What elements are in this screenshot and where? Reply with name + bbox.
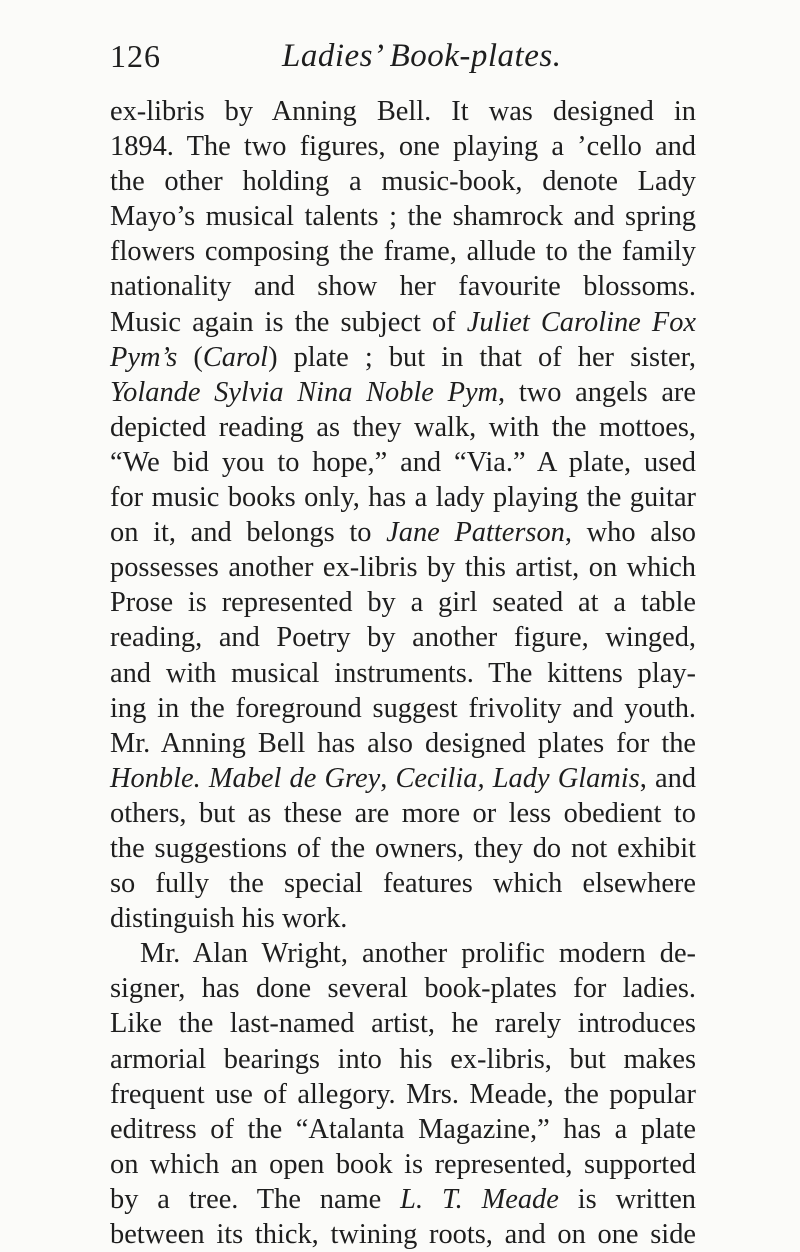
text-line xyxy=(110,796,696,831)
text-line xyxy=(110,726,696,761)
text-line xyxy=(110,1217,696,1252)
running-title: Ladies’ Book-plates. xyxy=(282,38,562,74)
text-segment: 1894. The two figures, one playing a ’cello and xyxy=(110,131,696,163)
text-segment: Mr. Alan Wright, another prolific modern de- xyxy=(140,938,696,970)
text-line xyxy=(110,480,696,515)
text-line xyxy=(110,129,696,164)
text-segment: possesses another ex-libris by this artist, on which xyxy=(110,552,696,584)
text-line xyxy=(110,1006,696,1041)
text-segment: between its thick, twining roots, and on one side xyxy=(110,1219,696,1250)
text-segment: depicted reading as they walk, with the mottoes, xyxy=(110,411,696,443)
text-line xyxy=(110,620,696,655)
text-line xyxy=(110,1042,696,1077)
text-segment: signer, has done several book-plates for ladies. xyxy=(110,973,696,1005)
text-line xyxy=(110,340,696,375)
text-segment: distinguish his work. xyxy=(110,903,348,935)
text-line xyxy=(110,1112,696,1147)
text-segment: editress of the “Atalanta Magazine,” has a plate xyxy=(110,1113,696,1145)
text-segment: and with musical instruments. The kittens play- xyxy=(110,657,696,689)
text-segment: Like the last-named artist, he rarely introduces xyxy=(110,1008,696,1040)
text-segment: flowers composing the frame, allude to the family xyxy=(110,236,696,268)
text-line xyxy=(110,94,696,129)
text-segment: ing in the foreground suggest frivolity and youth. xyxy=(110,692,696,724)
text-line xyxy=(110,164,696,199)
text-line xyxy=(110,410,696,445)
text-line xyxy=(110,866,696,901)
text-segment: , xyxy=(380,762,396,794)
text-line xyxy=(110,550,696,585)
text-line xyxy=(110,585,696,620)
text-segment: the suggestions of the owners, they do not exhibit xyxy=(110,832,696,864)
text-segment: Prose is represented by a girl seated at a table xyxy=(110,587,696,619)
text-segment: Mr. Anning Bell has also designed plates for the xyxy=(110,727,696,759)
text-segment: , who also xyxy=(564,517,697,549)
page-header xyxy=(110,38,690,82)
text-segment: for music books only, has a lady playing the guitar xyxy=(110,482,696,514)
text-segment: so fully the special features which elsewhere xyxy=(110,868,696,900)
text-line xyxy=(110,1147,696,1182)
text-line xyxy=(110,375,696,410)
text-segment: ( xyxy=(177,341,203,373)
italic-text: Juliet Caroline Fox xyxy=(466,306,696,338)
text-line xyxy=(110,901,696,936)
text-line xyxy=(110,234,696,269)
text-line xyxy=(110,971,696,1006)
text-line xyxy=(110,761,696,796)
text-segment: is written xyxy=(558,1183,696,1215)
text-line xyxy=(110,1182,696,1217)
text-segment: by a tree. The name xyxy=(110,1183,401,1215)
page-number: 126 xyxy=(110,38,161,74)
text-segment: nationality and show her favourite blossoms. xyxy=(110,271,696,303)
body-text xyxy=(110,94,696,1252)
text-line xyxy=(110,691,696,726)
text-line xyxy=(110,269,696,304)
text-segment: “We bid you to hope,” and “Via.” A plate, used xyxy=(110,446,696,478)
text-line xyxy=(110,445,696,480)
text-segment: Music again is the subject of xyxy=(110,306,467,338)
text-segment: on which an open book is represented, supported xyxy=(110,1148,696,1180)
italic-text: Carol xyxy=(202,341,269,373)
italic-text: Honble. Mabel de Grey xyxy=(110,762,381,794)
text-segment: others, but as these are more or less obedient to xyxy=(110,797,696,829)
text-line xyxy=(110,831,696,866)
text-line xyxy=(110,199,696,234)
text-line xyxy=(110,515,696,550)
text-line xyxy=(110,936,696,971)
text-segment: the other holding a music-book, denote Lady xyxy=(110,166,696,198)
text-segment: on it, and belongs to xyxy=(110,517,387,549)
text-segment: , two angels are xyxy=(498,376,696,408)
italic-text: Yolande Sylvia Nina Noble Pym xyxy=(110,376,499,408)
text-line xyxy=(110,656,696,691)
italic-text: L. T. Meade xyxy=(400,1183,559,1215)
italic-text: Pym’s xyxy=(110,341,178,373)
text-line xyxy=(110,1077,696,1112)
text-line xyxy=(110,305,696,340)
text-segment: , and xyxy=(639,762,697,794)
text-segment: Mayo’s musical talents ; the shamrock and spring xyxy=(110,201,696,233)
text-segment: frequent use of allegory. Mrs. Meade, the popular xyxy=(110,1078,696,1110)
text-segment: reading, and Poetry by another figure, winged, xyxy=(110,622,696,654)
text-segment: ) plate ; but in that of her sister, xyxy=(268,341,696,373)
text-segment: ex-libris by Anning Bell. It was designed in xyxy=(110,96,696,127)
text-segment: armorial bearings into his ex-libris, but makes xyxy=(110,1043,696,1075)
italic-text: Jane Patterson xyxy=(386,517,565,549)
italic-text: Cecilia, Lady Glamis xyxy=(395,762,640,794)
